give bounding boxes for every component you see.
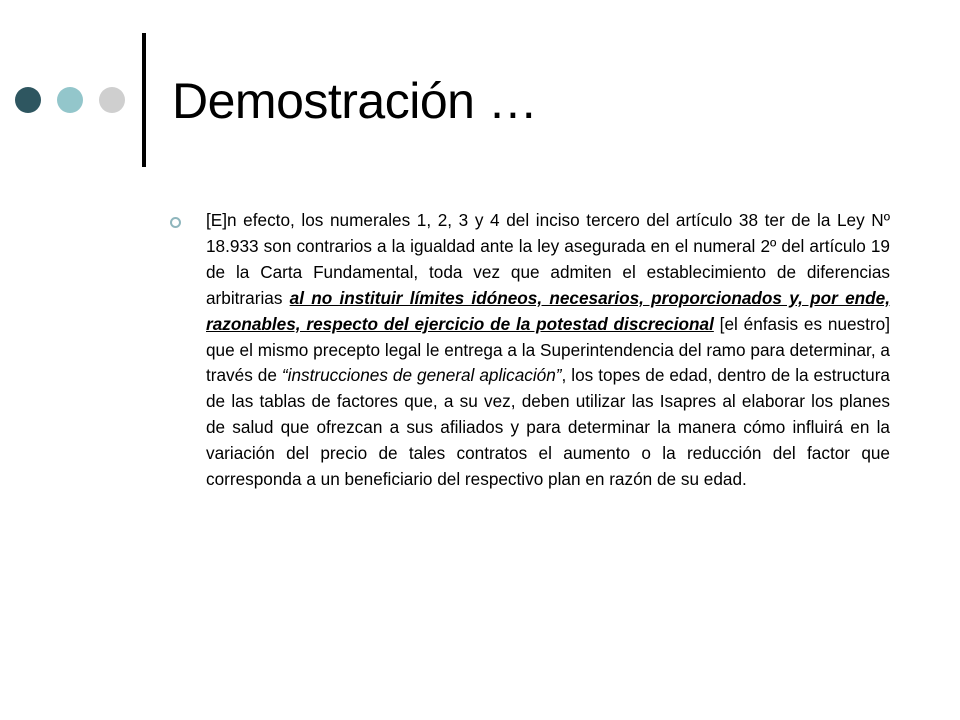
emphasized-underlined-text: al no instituir límites idóneos, necesarios, proporcionados y, por ende, razonables, respecto del ejercicio de la potestad discrecional [206,287,890,334]
bullet-item [170,208,890,493]
paragraph-text-run-3: , los topes de edad, dentro de la estructura de las tablas de factores que, a su vez, deben utilizar las Isapres al elaborar los planes de salud que ofrezcan a sus afiliados y para determinar la manera cómo influirá en la variación del precio de tales contratos el aumento o la reducción del factor que corresponda a un beneficiario del respectivo plan en razón de su edad. [206,365,890,490]
hollow-circle-bullet-icon [170,217,181,228]
paragraph-text-run-2: [el énfasis es nuestro] que el mismo precepto legal le entrega a la Superintendencia del ramo para determinar, a través de [206,313,890,386]
slide-title: Demostración … [172,73,538,129]
quote-paragraph [206,208,890,493]
slide-content [170,208,890,493]
title-vertical-rule [142,33,146,167]
gray-dot-icon [99,87,125,113]
decorative-dots [15,87,125,113]
italic-quoted-text: “instrucciones de general aplicación” [281,365,562,386]
light-teal-dot-icon [57,87,83,113]
paragraph-text-run-1: [E]n efecto, los numerales 1, 2, 3 y 4 del inciso tercero del artículo 38 ter de la Ley Nº 18.933 son contrarios a la igualdad ante la ley asegurada en el numeral 2º del artículo 19 de la Carta Fundamental, toda vez que admiten el establecimiento de diferencias arbitrarias [206,210,890,308]
dark-teal-dot-icon [15,87,41,113]
